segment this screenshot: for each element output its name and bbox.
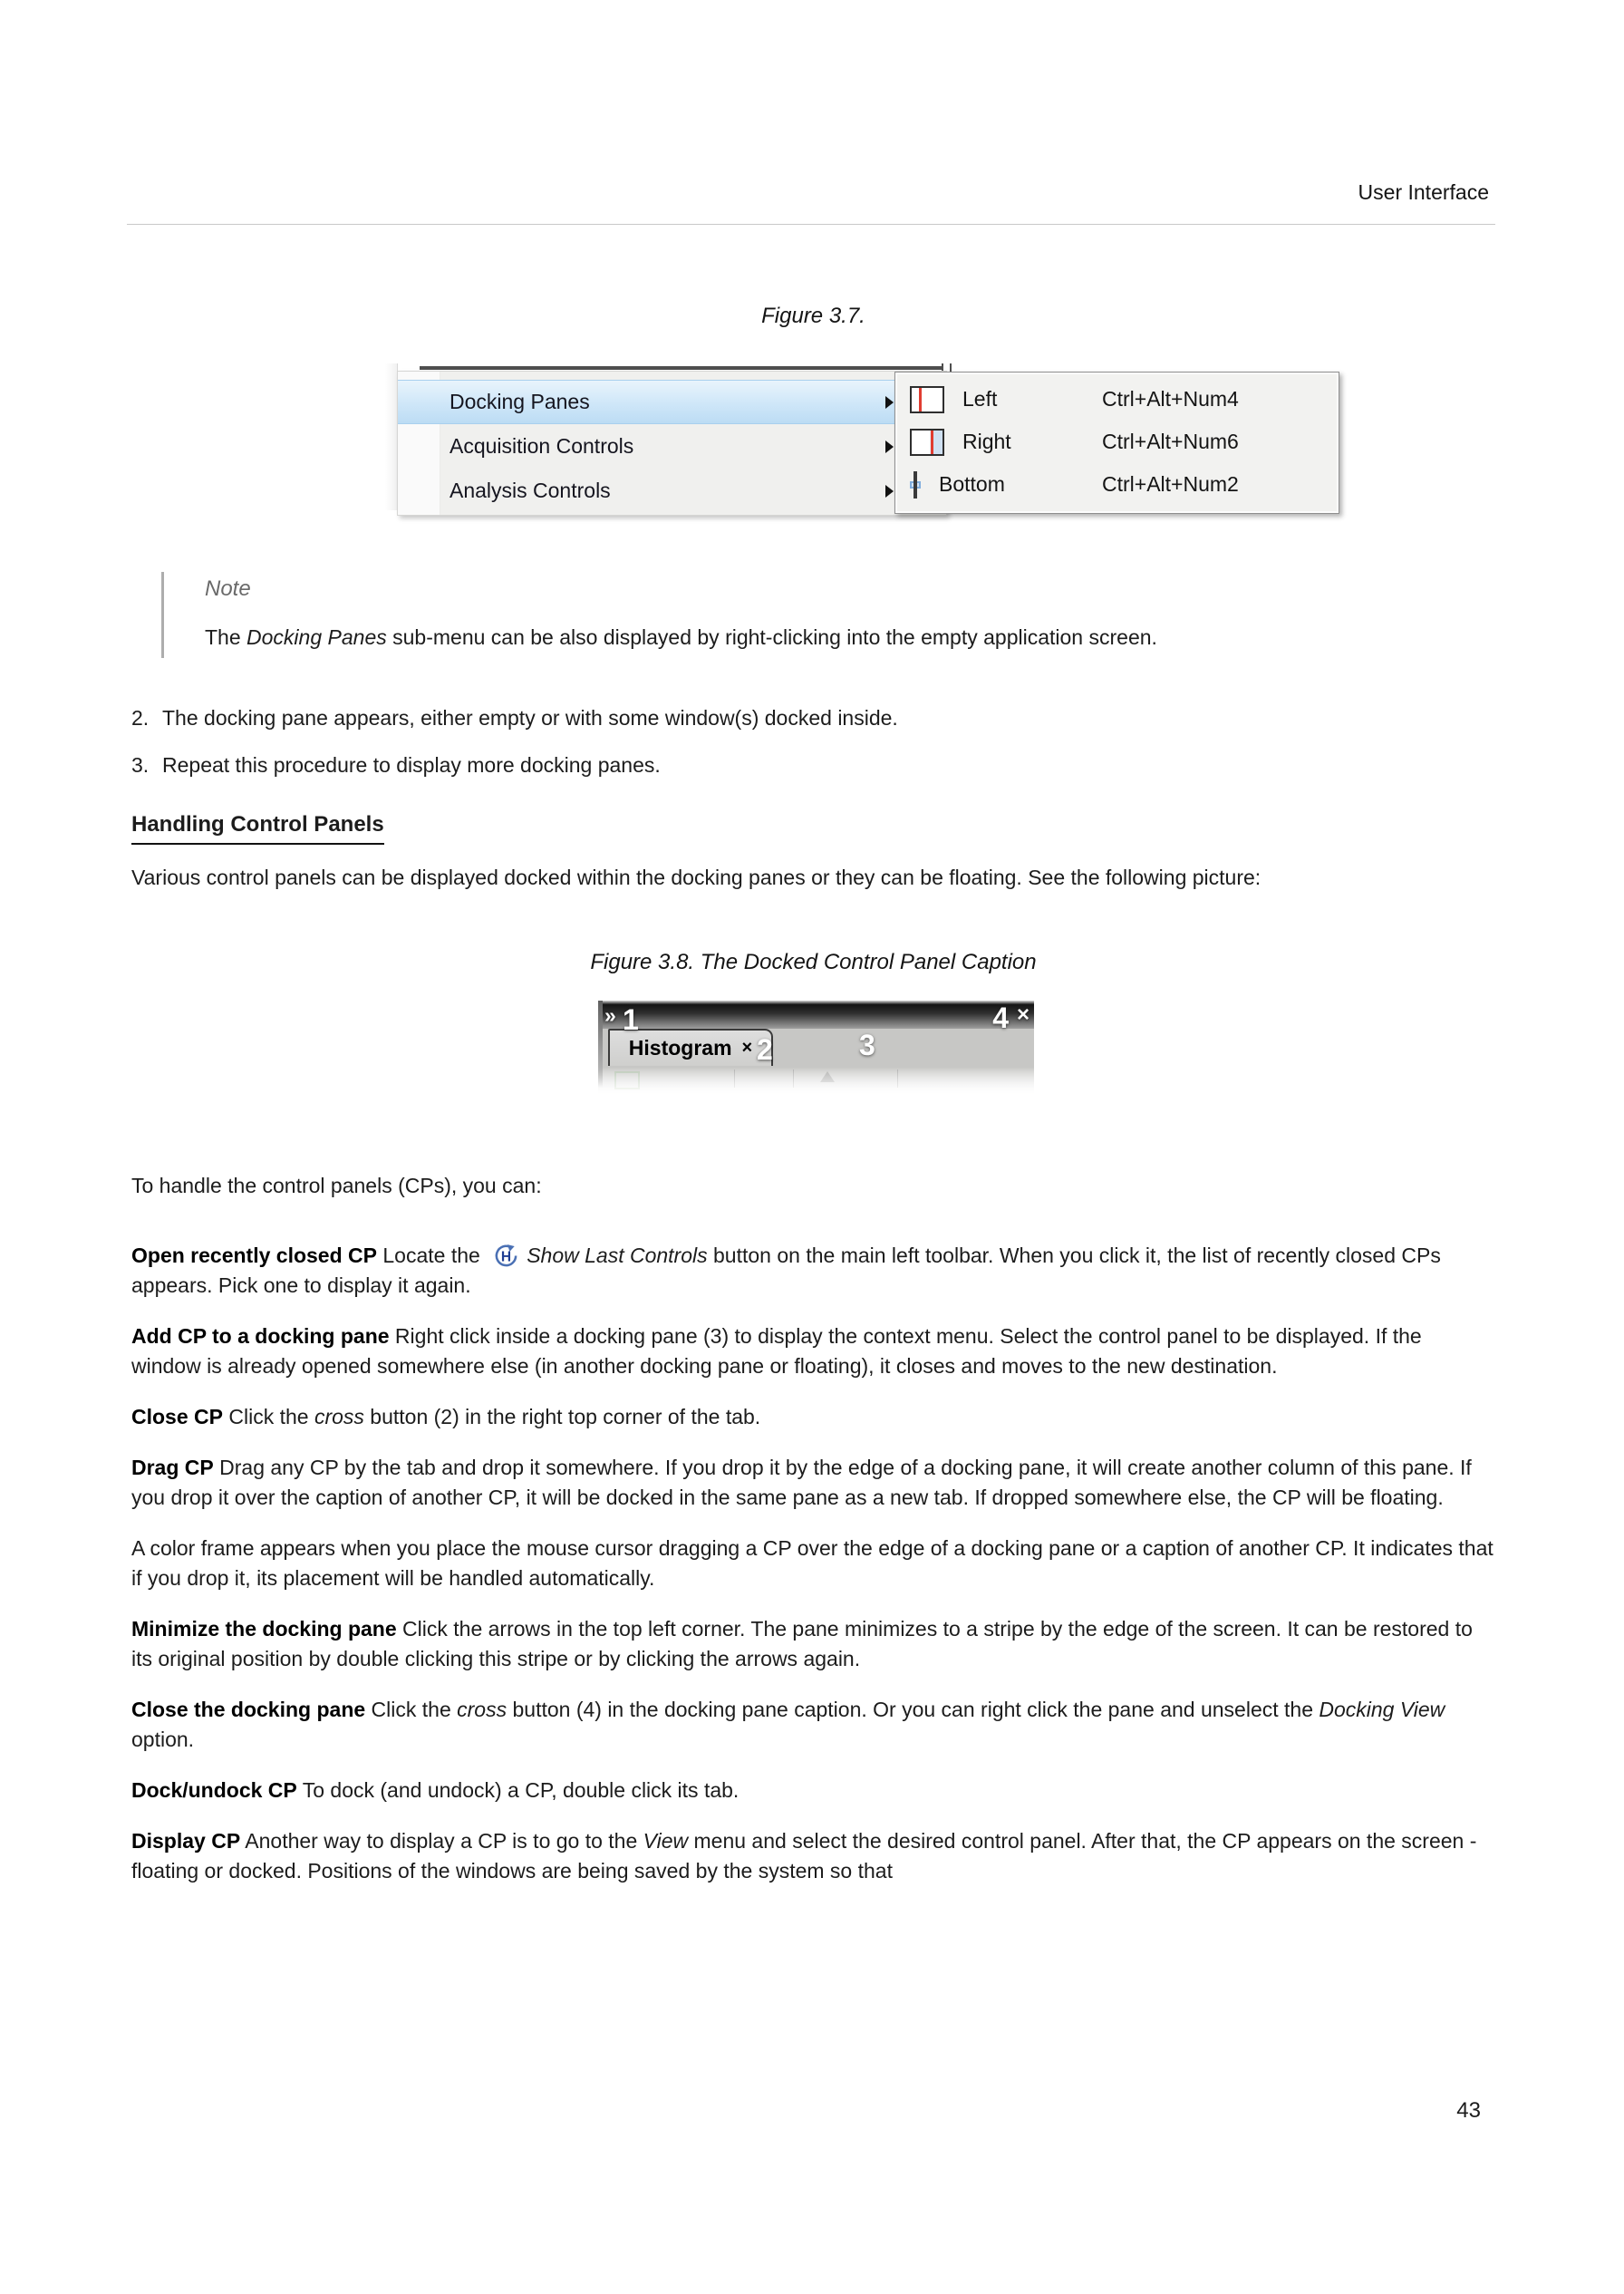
menu-item-acquisition-controls [398,424,946,469]
entry-text-run: Click the [222,1405,314,1428]
note-label: Note [205,576,251,601]
entry-text-emphasis: cross [457,1698,508,1721]
figure-3-8-caption: Figure 3.8. The Docked Control Panel Caption [590,950,1037,974]
entry-term: Drag CP [131,1456,214,1479]
figure-3-7-image [385,363,1339,523]
menu-top-border [420,366,943,370]
context-menu [397,371,947,516]
entry-text-run: Click the arrows in the top left corner. The pane minimizes to a stripe by the edge of the screen. It can be restored to its original position by double clicking this stripe or by clicking the arrows again. [131,1617,1473,1670]
submenu-arrow-icon [885,396,894,409]
entry-minimize-docking-pane [131,1614,1495,1674]
entry-text-run: Right click inside a docking pane (3) to display the context menu. Select the control panel to be displayed. If the window is already opened somewhere else (in another docking pane or floating), it closes and moves to the new destination. [131,1324,1422,1378]
entry-text-run: To dock (and undock) a CP, double click its tab. [296,1778,740,1802]
entry-dock-undock-cp [131,1776,1495,1805]
entry-text-run: Locate the [376,1244,487,1267]
submenu-item-label: Left [962,387,998,411]
submenu-arrow-icon [885,440,894,453]
shortcut-label: Ctrl+Alt+Num6 [1102,430,1239,453]
step-text: The docking pane appears, either empty or with some window(s) docked inside. [162,706,898,730]
entry-text-run: menu and select the desired control panel. After that, the CP appears on the screen - floating or docked. Positions of the windows are being saved by the system so that [131,1829,1477,1883]
entry-text-run: button on the main left toolbar. When you click it, the list of recently closed CPs appears. Pick one to display it again. [131,1244,1441,1297]
entry-text-emphasis: cross [314,1405,364,1428]
entry-text-run: Drag any CP by the tab and drop it somewhere. If you drop it by the edge of a docking pane, it will create another column of this pane. If you drop it over the caption of another CP, it will be docked in the same pane as a new tab. If dropped somewhere else, the CP will be floating. [131,1456,1472,1509]
pane-left-edge [598,1001,603,1088]
step-2 [131,703,1495,733]
entry-text-run: button (2) in the right top corner of the tab. [363,1405,761,1428]
step-3 [131,750,1495,780]
menu-item-label: Analysis Controls [450,479,611,502]
callout-4: 4 [992,1002,1009,1034]
pane-close-icon: × [1016,1002,1030,1027]
entry-text-emphasis: Show Last Controls [527,1244,708,1267]
entry-close-docking-pane [131,1695,1495,1755]
entry-color-frame [131,1534,1495,1593]
tab-close-icon: × [741,1038,753,1058]
submenu-item-right [895,421,1339,463]
shortcut-label: Ctrl+Alt+Num2 [1102,472,1239,496]
toolbar-separator [734,1070,735,1088]
section-heading-text: Handling Control Panels [131,809,384,845]
tab-label: Histogram [628,1036,732,1060]
entry-close-cp [131,1402,1495,1432]
entry-text-run: Click the [365,1698,458,1721]
callout-2: 2 [757,1033,773,1066]
toolbar-separator [897,1070,898,1088]
note-text [205,623,1495,653]
header-rule [127,224,1495,225]
entry-text-run: button (4) in the docking pane caption. Or you can right click the pane and unselect the [507,1698,1320,1721]
entry-term: Close the docking pane [131,1698,366,1721]
toolbar-fade-fragment [598,1068,1034,1102]
submenu-item-label: Bottom [939,472,1005,496]
show-last-controls-icon [492,1242,520,1270]
toolbar-separator [793,1070,794,1088]
callout-3: 3 [859,1029,875,1061]
entry-drag-cp [131,1453,1495,1513]
entry-text-run: A color frame appears when you place the mouse cursor dragging a CP over the edge of a docking pane or a caption of another CP. It indicates that if you drop it, its placement will be handled automatically. [131,1536,1494,1590]
docking-pane-caption-bar [598,1001,1034,1029]
step-number: 2. [131,706,150,730]
entry-text-emphasis: View [643,1829,689,1853]
entry-term: Open recently closed CP [131,1244,377,1267]
callout-1: 1 [623,1003,639,1036]
minimize-arrows-icon: » [604,1003,616,1027]
app-background-strip [385,363,398,510]
faded-toolbar-icon [614,1071,640,1089]
dock-right-icon [910,429,944,456]
entry-term: Add CP to a docking pane [131,1324,390,1348]
step-number: 3. [131,753,150,777]
submenu-item-bottom [895,463,1339,506]
submenu-arrow-icon [885,485,894,498]
note-block [161,572,1495,658]
figure-3-8-image [598,1001,1034,1102]
entry-text-run: option. [131,1728,195,1751]
menu-item-label: Acquisition Controls [450,434,634,458]
note-text-run: sub-menu can be also displayed by right-clicking into the empty application screen. [386,625,1157,649]
figure-3-7-caption: Figure 3.7. [761,304,865,328]
entry-add-cp-to-docking-pane [131,1321,1495,1381]
cp-tab-bar [598,1029,1034,1068]
entry-term: Dock/undock CP [131,1778,297,1802]
entry-open-recently-closed-cp [131,1241,1495,1301]
section-heading [131,809,1495,845]
note-text-run: The [205,625,247,649]
entry-term: Display CP [131,1829,241,1853]
dock-bottom-icon [914,471,917,498]
svg-text:H: H [501,1249,512,1265]
menu-item-docking-panes [398,380,946,424]
shortcut-label: Ctrl+Alt+Num4 [1102,387,1239,411]
cp-actions-list [131,1241,1495,1886]
note-text-emphasis: Docking Panes [246,625,387,649]
submenu-item-label: Right [962,430,1011,453]
dock-left-icon [910,386,944,413]
selected-icon-frame [910,481,921,489]
entry-term: Close CP [131,1405,223,1428]
running-header: User Interface [1358,180,1489,204]
docking-panes-submenu [894,372,1339,514]
page-number: 43 [1456,2098,1481,2123]
procedure-steps [131,703,1495,780]
submenu-item-left [895,378,1339,421]
section-intro: Various control panels can be displayed docked within the docking panes or they can be floating. See the following picture: [131,866,1262,889]
entry-text-run: Another way to display a CP is to go to the [240,1829,643,1853]
menu-item-label: Docking Panes [450,390,590,413]
entry-term: Minimize the docking pane [131,1617,397,1641]
faded-arrow-icon [820,1071,835,1082]
page-content [131,0,1495,1907]
menu-item-analysis-controls [398,469,946,513]
step-text: Repeat this procedure to display more docking panes. [162,753,661,777]
entry-display-cp [131,1826,1495,1886]
handling-lead: To handle the control panels (CPs), you can: [131,1174,542,1197]
entry-text-emphasis: Docking View [1319,1698,1445,1721]
